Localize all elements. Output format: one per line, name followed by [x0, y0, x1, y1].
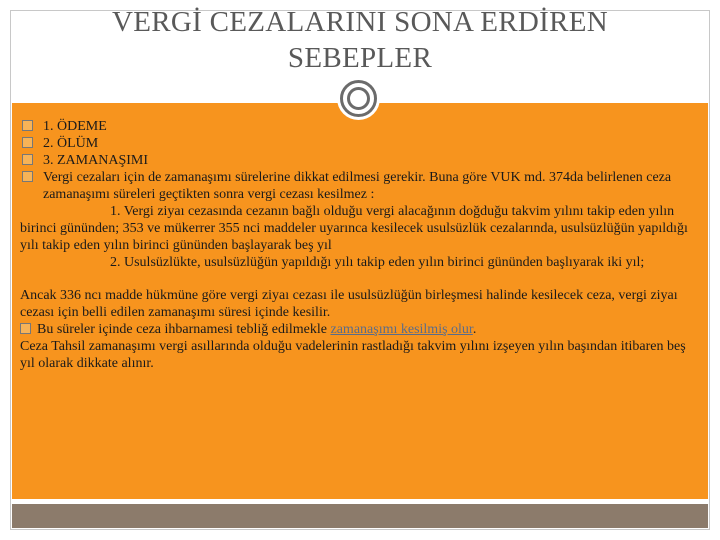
slide-body — [20, 118, 690, 372]
bullet-icon — [20, 323, 31, 334]
interruption-link[interactable]: zamanaşımı kesilmiş olur — [330, 322, 473, 337]
paragraph-collection-limitation: Ceza Tahsil zamanaşımı vergi asıllarında olduğu vadelerinin rastladığı takvim yılını izşeyen yılın başından itibaren beş yıl olarak dikkate alınır. — [20, 339, 686, 371]
paragraph-notification: Bu süreler içinde ceza ihbarnamesi tebliğ edilmekle zamanaşımı kesilmiş olur. — [20, 321, 690, 338]
bullet-item: 2. ÖLÜM — [20, 135, 690, 152]
slide-title — [12, 4, 708, 76]
bullet-icon — [22, 154, 33, 165]
title-line-1: VERGİ CEZALARINI SONA ERDİREN — [111, 6, 609, 38]
paragraph-merge-rule: Ancak 336 ncı madde hükmüne göre vergi ziyaı cezası ile usulsüzlüğün birleşmesi halinde kesilecek ceza, vergi ziyaı cezası için belli edilen zamanaşımı süresi içinde kesilir. — [20, 288, 678, 320]
footer-bar — [12, 504, 708, 528]
bullet-icon — [22, 137, 33, 148]
spacer — [20, 271, 690, 287]
ring-ornament-icon — [340, 80, 377, 117]
limitation-item-1: 1. Vergi ziyaı cezasında cezanın bağlı olduğu vergi alacağının doğduğu takvim yılını takip eden yılın birinci gününden; 353 ve mükerrer 355 nci maddeler uyarınca kesilecek usulsüzlük cezalarında, usulsüzlüğün yapıldığı yılı takip eden yılın birinci gününden başlayarak beş yıl — [20, 204, 688, 253]
bullet-icon — [22, 171, 33, 182]
bullet-item: Vergi cezaları için de zamanaşımı sürelerine dikkat edilmesi gerekir. Buna göre VUK md. 374da belirlenen ceza zamanaşımı süreleri geçtikten sonra vergi cezası kesilmez : — [20, 169, 690, 203]
title-line-2: SEBEPLER — [287, 42, 433, 74]
bullet-item: 3. ZAMANAŞIMI — [20, 152, 690, 169]
limitation-item-2: 2. Usulsüzlükte, usulsüzlüğün yapıldığı yılı takip eden yılın birinci gününden başlıyarak iki yıl; — [110, 255, 645, 270]
bullet-icon — [22, 120, 33, 131]
bullet-item: 1. ÖDEME — [20, 118, 690, 135]
